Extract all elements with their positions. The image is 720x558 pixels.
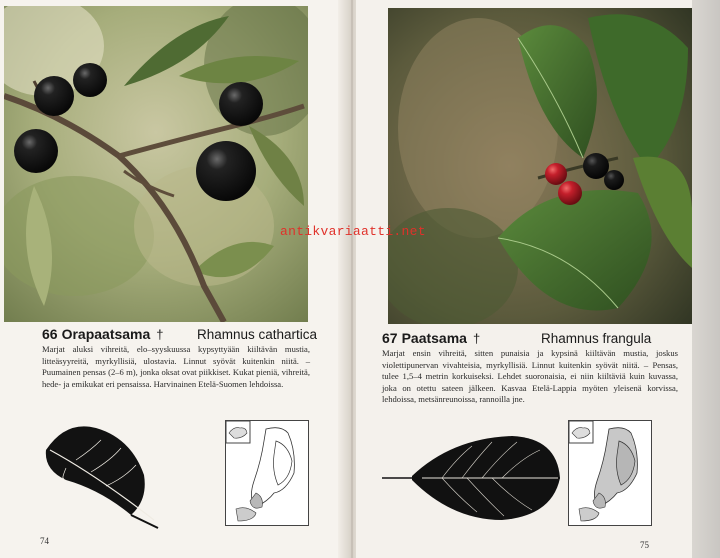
watermark: antikvariaatti.net xyxy=(280,224,426,239)
red-black-berries-photo xyxy=(388,8,692,324)
entry-heading-66 xyxy=(42,326,164,342)
latin-name: Rhamnus frangula xyxy=(541,331,652,346)
description-text: Marjat aluksi vihreitä, elo–syyskuussa kypsyttyään kiiltävän mustia, litteäsyyreitä, myrkyllisiä, ulostavia. Linnut syövät kuitenkin niitä. – Puumainen pensas (2–6 m), jonka oksat ovat piikkiset. Kukat pieniä, vihreitä, hede- ja emikukat eri pensaissa. Harvinainen Etelä-Suomen lehdoissa. xyxy=(42,344,310,389)
finnish-name: Orapaatsama xyxy=(61,326,151,342)
entry-heading-67 xyxy=(382,330,480,346)
entry-number: 66 xyxy=(42,326,58,342)
description-text: Marjat ensin vihreitä, sitten punaisia ja kypsinä kiiltävän mustia, joskus violettipunervan vivahteisia, myrkyllisiä. Linnut kuitenkin syövät niitä. – Pensas, tulee 1,5–4 metrin korkuiseksi. Lehdet suoronaisia, ei niin kiiltäviä kuin kuvassa, joka on otettu sateen jälkeen. Kasvaa Etelä-Lappia myöten yleisenä korvissa, lehdoissa, metsänreunoissa, rannoilla jne. xyxy=(382,348,678,405)
finnish-name: Paatsama xyxy=(401,330,467,346)
nordic-distribution-map-icon xyxy=(225,420,309,526)
left-photo xyxy=(4,6,308,322)
nordic-distribution-map-icon xyxy=(568,420,652,526)
toxic-dagger-icon: † xyxy=(472,331,481,346)
leaf-silhouette-icon xyxy=(36,420,166,530)
leaf-silhouette-icon xyxy=(382,428,562,528)
entry-number: 67 xyxy=(382,330,398,346)
right-page xyxy=(356,0,720,558)
berry-branch-photo xyxy=(4,6,308,322)
page-number-right: 75 xyxy=(640,540,649,550)
left-page xyxy=(0,0,350,558)
page-number-left: 74 xyxy=(40,536,49,546)
right-photo xyxy=(388,8,692,324)
toxic-dagger-icon: † xyxy=(156,327,164,342)
page-edge xyxy=(692,0,720,558)
latin-name: Rhamnus cathartica xyxy=(197,327,318,342)
